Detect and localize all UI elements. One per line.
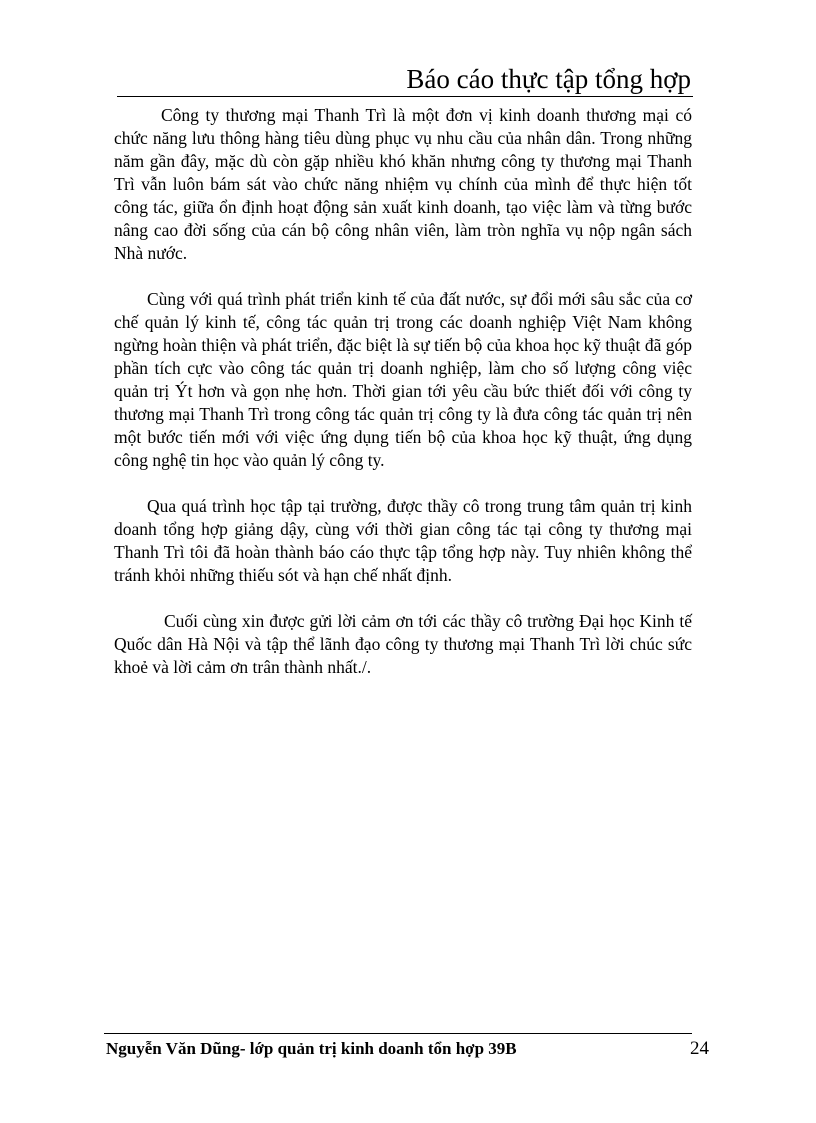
document-body bbox=[114, 104, 692, 679]
body-paragraph: Cuối cùng xin được gửi lời cảm ơn tới các thầy cô trường Đại học Kinh tế Quốc dân Hà Nội và tập thể lãnh đạo công ty thương mại Thanh Trì lời chúc sức khoẻ và lời cảm ơn trân thành nhất./. bbox=[114, 611, 692, 677]
page-number: 24 bbox=[690, 1038, 709, 1059]
body-paragraph: Qua quá trình học tập tại trường, được thầy cô trong trung tâm quản trị kinh doanh tổng hợp giảng dậy, cùng với thời gian công tác tại công ty thương mại Thanh Trì tôi đã hoàn thành báo cáo thực tập tổng hợp này. Tuy nhiên không thể tránh khỏi những thiếu sót và hạn chế nhất định. bbox=[114, 496, 692, 585]
header-title: Báo cáo thực tập tổng hợp bbox=[406, 64, 691, 94]
footer-author-line: Nguyễn Văn Dũng- lớp quản trị kinh doanh tổn hợp 39B bbox=[106, 1039, 517, 1058]
body-paragraph: Công ty thương mại Thanh Trì là một đơn vị kinh doanh thương mại có chức năng lưu thông hàng tiêu dùng phục vụ nhu cầu của nhân dân. Trong những năm gần đây, mặc dù còn gặp nhiều khó khăn nhưng công ty thương mại Thanh Trì vẫn luôn bám sát vào chức năng nhiệm vụ chính của mình để thực hiện tốt công tác, giữa ổn định hoạt động sản xuất kinh doanh, tạo việc làm và từng bước nâng cao đời sống của cán bộ công nhân viên, làm tròn nghĩa vụ nộp ngân sách Nhà nước. bbox=[114, 105, 692, 263]
body-paragraph: Cùng với quá trình phát triển kinh tế của đất nước, sự đổi mới sâu sắc của cơ chế quản lý kinh tế, công tác quản trị trong các doanh nghiệp Việt Nam không ngừng hoàn thiện và phát triển, đặc biệt là sự tiến bộ của khoa học kỹ thuật đã góp phần tích cực vào công tác quản trị doanh nghiệp, làm cho số lượng công việc quản trị Ýt hơn và gọn nhẹ hơn. Thời gian tới yêu cầu bức thiết đối với công ty thương mại Thanh Trì trong công tác quản trị công ty là đưa công tác quản trị nên một bước tiến mới với việc ứng dụng tiến bộ của khoa học kỹ thuật, ứng dụng công nghệ tin học vào quản lý công ty. bbox=[114, 289, 692, 470]
footer-divider bbox=[104, 1033, 692, 1034]
page-header bbox=[117, 62, 693, 97]
